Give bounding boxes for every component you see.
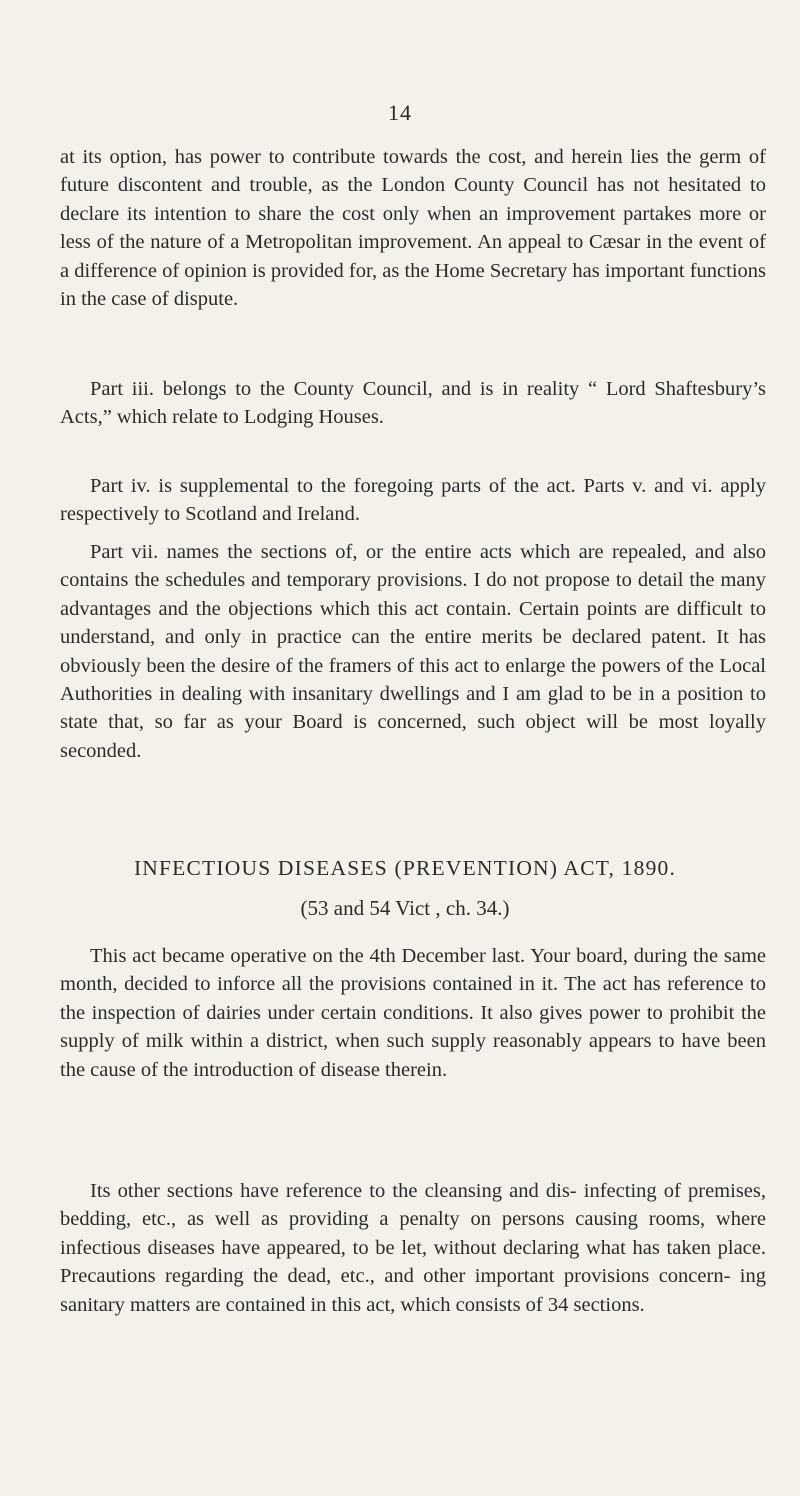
paragraph-other-sections: Its other sections have reference to the cleansing and dis- infecting of premises, bedding, etc., as well as providing a penalty on persons causing rooms, where infectious diseases have appeared, to be let, without declaring what has taken place. Precautions regarding the dead, etc., and other important provisions concern- ing sanitary matters are contained in this act, which consists of 34 sections. <box>60 1180 766 1316</box>
paragraph-part-iv: Part iv. is supplemental to the foregoing parts of the act. Parts v. and vi. apply respectively to Scotland and Ireland. <box>60 475 766 526</box>
paragraph-act-operative: This act became operative on the 4th December last. Your board, during the same month, decided to inforce all the provisions contained in it. The act has reference to the inspection of dairies under certain conditions. It also gives power to prohibit the supply of milk within a district, when such supply reasonably appears to have been the cause of the introduction of disease therein. <box>60 945 766 1081</box>
paragraph-continuation: at its option, has power to contribute towards the cost, and herein lies the germ of future discontent and trouble, as the London County Council has not hesitated to declare its intention to share the cost only when an improvement partakes more or less of the nature of a Metropolitan improvement. An appeal to Cæsar in the event of a difference of opinion is provided for, as the Home Secretary has important functions in the case of dispute. <box>60 146 766 311</box>
section-subheading: (53 and 54 Vict , ch. 34.) <box>300 896 510 920</box>
paragraph-part-vii: Part vii. names the sections of, or the entire acts which are repealed, and also contains the schedules and temporary provisions. I do not propose to detail the many advantages and the objections which this act contain. Certain points are difficult to understand, and only in practice can the entire merits be declared patent. It has obviously been the desire of the framers of this act to enlarge the powers of the Local Authorities in dealing with insanitary dwellings and I am glad to be in a position to state that, so far as your Board is concerned, such object will be most loyally seconded. <box>60 541 766 762</box>
section-heading: INFECTIOUS DISEASES (PREVENTION) ACT, 1890. <box>133 856 677 880</box>
paragraph-part-iii: Part iii. belongs to the County Council, and is in reality “ Lord Shaftesbury’s Acts,” which relate to Lodging Houses. <box>60 378 766 429</box>
page-number: 14 <box>388 100 412 125</box>
